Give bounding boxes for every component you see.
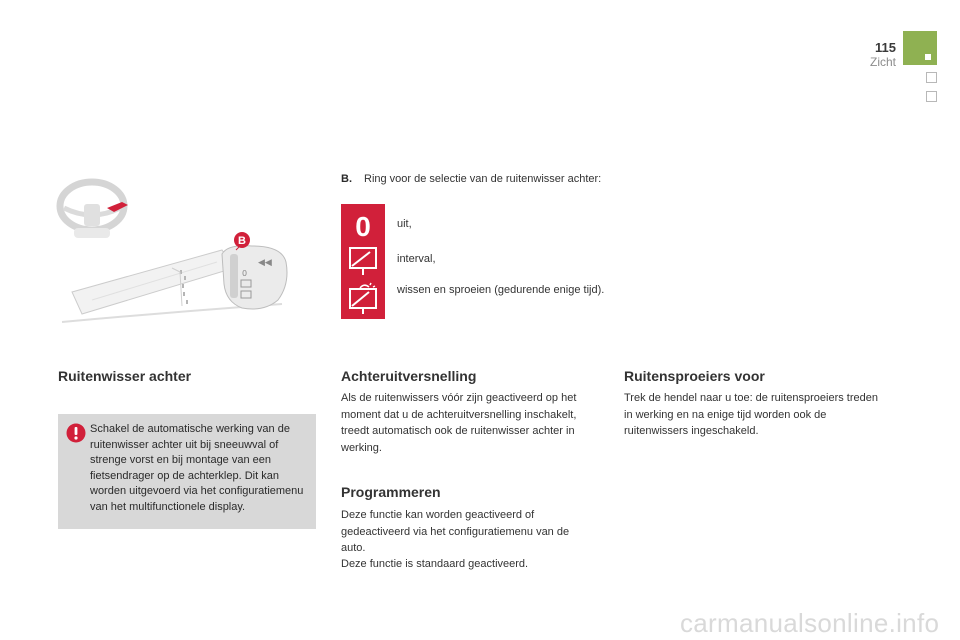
tab-dot: [925, 54, 931, 60]
programming-text-1: Deze functie kan worden geactiveerd of gedeactiveerd via het configuratiemenu van de auto.: [341, 509, 570, 554]
heading-programming: Programmeren: [341, 484, 441, 500]
watermark: carmanualsonline.info: [680, 608, 940, 638]
programming-text-2: Deze functie is standaard geactiveerd.: [341, 558, 529, 570]
off-zero-icon: [344, 208, 382, 242]
warning-box: [58, 414, 316, 529]
ring-label: B.: [341, 173, 352, 185]
option-wash-wipe: wissen en sproeien (gedurende enige tijd).: [397, 284, 605, 296]
ring-description: Ring voor de selectie van de ruitenwisser achter:: [364, 173, 602, 185]
svg-text:◀◀: ◀◀: [258, 258, 272, 268]
front-washers-text: Trek de hendel naar u toe: de ruitensproeiers treden in werking en na enige tijd worden ook de ruitenwissers ingeschakeld.: [624, 392, 878, 437]
svg-text:0: 0: [355, 211, 371, 242]
svg-text:0: 0: [242, 269, 248, 278]
section-tab-2[interactable]: [926, 72, 937, 83]
section-name: Zicht: [869, 55, 896, 69]
heading-rear-wiper: Ruitenwisser achter: [58, 368, 192, 384]
callout-b-label: B: [238, 235, 246, 247]
wiper-stalk-illustration: [52, 172, 312, 332]
warning-text: Schakel de automatische werking van de ruitenwisser achter uit bij sneeuwval of strenge vorst en bij montage van een fietsendrager op de achterklep. Dit kan worden uitgevoerd via het configuratiemenu van het multifunctionele display.: [90, 423, 304, 513]
heading-reverse-gear: Achteruitversnelling: [341, 368, 477, 384]
option-interval: interval,: [397, 253, 436, 265]
wiper-symbols-strip: [341, 204, 385, 319]
wash-wipe-icon: [344, 282, 382, 316]
section-tab-active[interactable]: [903, 31, 937, 65]
section-tab-3[interactable]: [926, 91, 937, 102]
intermittent-wiper-icon: [344, 244, 382, 278]
option-off: uit,: [397, 218, 412, 230]
warning-exclamation-icon: [66, 423, 86, 443]
heading-front-washers: Ruitensproeiers voor: [624, 368, 765, 384]
page-number: 115: [875, 40, 896, 55]
reverse-gear-text: Als de ruitenwissers vóór zijn geactiveerd op het moment dat u de achteruitversnelling inschakelt, treedt automatisch ook de ruitenwisser achter in werking.: [341, 392, 577, 454]
